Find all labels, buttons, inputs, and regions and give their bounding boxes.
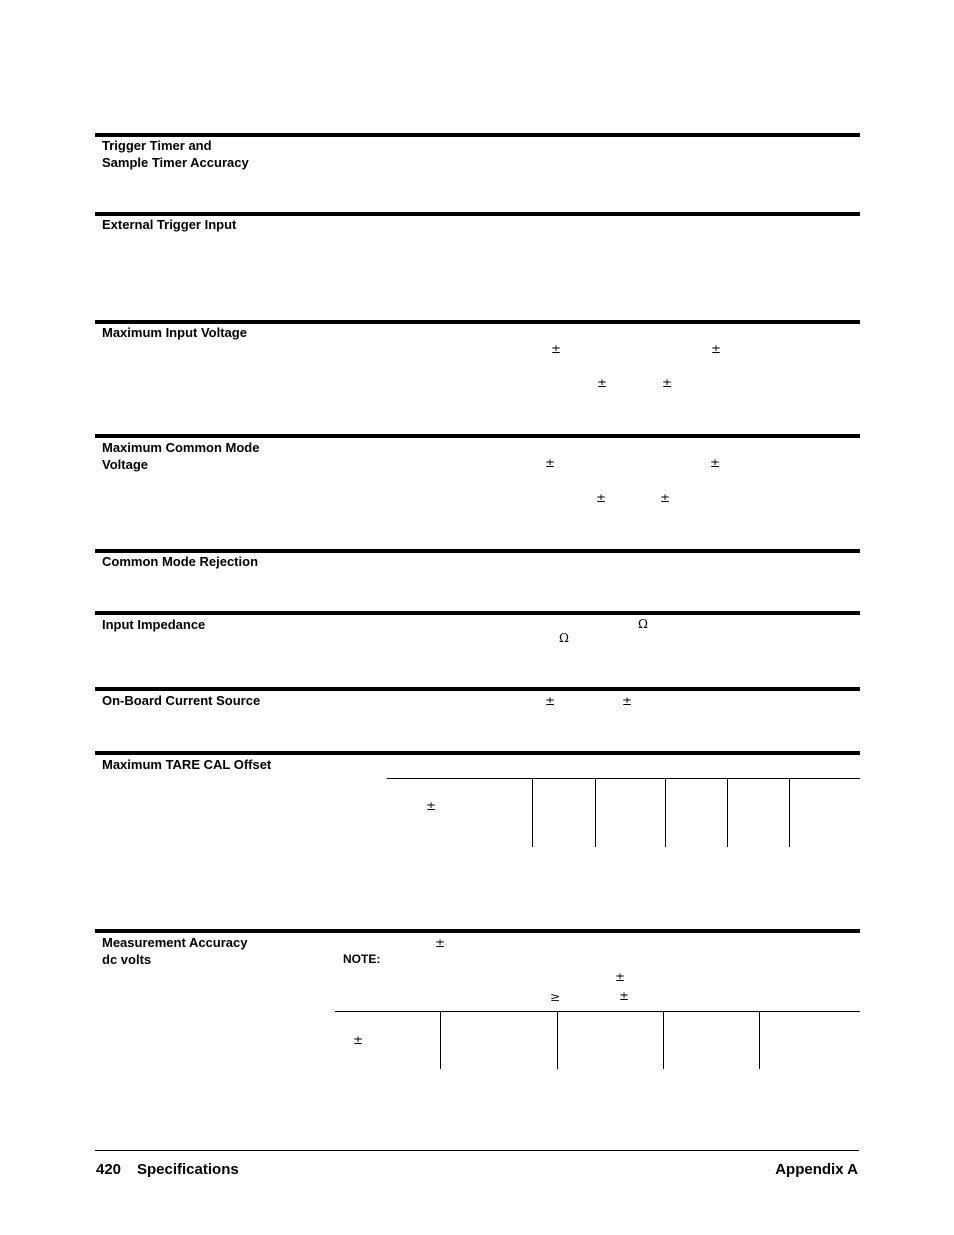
plus-minus-symbol: ± — [545, 694, 556, 708]
plus-minus-symbol: ± — [435, 936, 446, 950]
measurement-accuracy-heading: Measurement Accuracy dc volts — [102, 935, 248, 967]
section-rule — [95, 751, 860, 755]
section-rule — [95, 434, 860, 438]
table-column-divider — [663, 1011, 664, 1069]
chapter-title: Specifications — [137, 1161, 239, 1178]
table-column-divider — [557, 1011, 558, 1069]
plus-minus-symbol: ± — [662, 376, 673, 390]
max-common-mode-heading: Maximum Common Mode Voltage — [102, 440, 260, 472]
max-tare-cal-heading: Maximum TARE CAL Offset — [102, 757, 272, 772]
table-column-divider — [759, 1011, 760, 1069]
table-column-divider — [595, 778, 596, 847]
omega-symbol: Ω — [559, 631, 569, 645]
external-trigger-heading: External Trigger Input — [102, 217, 237, 232]
table-column-divider — [665, 778, 666, 847]
plus-minus-symbol: ± — [711, 342, 722, 356]
table-column-divider — [727, 778, 728, 847]
section-rule — [95, 929, 860, 933]
plus-minus-symbol: ± — [615, 970, 626, 984]
plus-minus-symbol: ± — [619, 989, 630, 1003]
onboard-current-heading: On-Board Current Source — [102, 693, 261, 708]
table-column-divider — [789, 778, 790, 847]
plus-minus-symbol: ± — [622, 694, 633, 708]
section-rule — [95, 687, 860, 691]
plus-minus-symbol: ± — [353, 1033, 364, 1047]
plus-minus-symbol: ± — [426, 799, 437, 813]
plus-minus-symbol: ± — [710, 456, 721, 470]
common-mode-rejection-heading: Common Mode Rejection — [102, 554, 259, 569]
trigger-timer-heading: Trigger Timer and Sample Timer Accuracy — [102, 138, 249, 170]
appendix-label: Appendix A — [775, 1161, 858, 1178]
note-label: NOTE: — [343, 952, 381, 966]
table-column-divider — [532, 778, 533, 847]
plus-minus-symbol: ± — [597, 376, 608, 390]
table-column-divider — [440, 1011, 441, 1069]
page-number: 420 — [96, 1161, 122, 1178]
max-input-voltage-heading: Maximum Input Voltage — [102, 325, 247, 340]
gte-symbol: ≥ — [550, 990, 561, 1004]
plus-minus-symbol: ± — [551, 342, 562, 356]
table-top-rule — [335, 1011, 860, 1012]
plus-minus-symbol: ± — [545, 456, 556, 470]
plus-minus-symbol: ± — [596, 491, 607, 505]
footer-rule — [95, 1150, 859, 1151]
section-rule — [95, 611, 860, 615]
plus-minus-symbol: ± — [660, 491, 671, 505]
omega-symbol: Ω — [638, 617, 648, 631]
input-impedance-heading: Input Impedance — [102, 617, 206, 632]
